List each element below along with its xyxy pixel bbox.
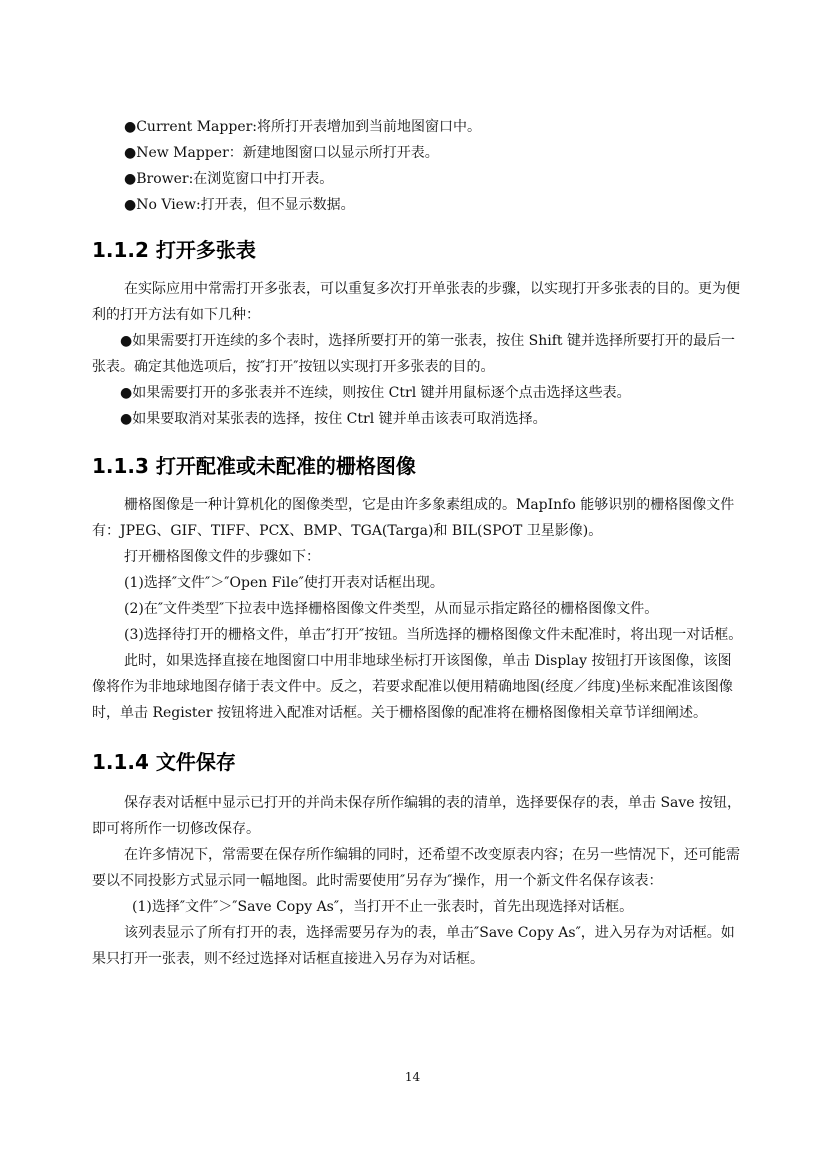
step-item: (3)选择待打开的栅格文件，单击″打开″按钮。当所选择的栅格图像文件未配准时，将出现一对话框。 bbox=[124, 627, 743, 643]
list-item: ●New Mapper：新建地图窗口以显示所打开表。 bbox=[124, 145, 439, 161]
list-item: ●如果要取消对某张表的选择，按住 Ctrl 键并单击该表可取消选择。 bbox=[120, 411, 547, 427]
paragraph: 保存表对话框中显示已打开的并尚未保存所作编辑的表的清单，选择要保存的表，单击 Save 按钮，即可将所作一切修改保存。 bbox=[92, 795, 742, 837]
section-heading-1-1-2: 1.1.2 打开多张表 bbox=[92, 238, 256, 262]
list-item: ●如果需要打开的多张表并不连续，则按住 Ctrl 键并用鼠标逐个点击选择这些表。 bbox=[120, 385, 631, 401]
step-item: (2)在″文件类型″下拉表中选择栅格图像文件类型，从而显示指定路径的栅格图像文件。 bbox=[124, 601, 659, 617]
paragraph: 在实际应用中常需打开多张表，可以重复多次打开单张表的步骤，以实现打开多张表的目的。更为便利的打开方法有如下几种： bbox=[92, 281, 740, 323]
paragraph: 打开栅格图像文件的步骤如下： bbox=[124, 549, 320, 565]
section-heading-1-1-3: 1.1.3 打开配准或未配准的栅格图像 bbox=[92, 454, 416, 478]
paragraph: 此时，如果选择直接在地图窗口中用非地球坐标打开该图像，单击 Display 按钮打开该图像，该图像将作为非地球地图存储于表文件中。反之，若要求配准以便用精确地图(经度／纬度)坐标来配准该图像时，单击 Register 按钮将进入配准对话框。关于栅格图像的配准将在栅格图像相关章节详细阐述。 bbox=[92, 653, 733, 721]
section-heading-1-1-4: 1.1.4 文件保存 bbox=[92, 750, 236, 774]
list-item: ●Brower:在浏览窗口中打开表。 bbox=[124, 171, 334, 187]
list-item: ●No View:打开表，但不显示数据。 bbox=[124, 197, 355, 213]
step-item: (1)选择″文件″＞″Save Copy As″，当打开不止一张表时，首先出现选择对话框。 bbox=[132, 899, 634, 915]
list-item: ●Current Mapper:将所打开表增加到当前地图窗口中。 bbox=[124, 119, 482, 135]
step-item: (1)选择″文件″＞″Open File″使打开表对话框出现。 bbox=[124, 575, 444, 591]
page-number: 14 bbox=[404, 1070, 421, 1084]
paragraph: 在许多情况下，常需要在保存所作编辑的同时，还希望不改变原表内容；在另一些情况下，还可能需要以不同投影方式显示同一幅地图。此时需要使用″另存为″操作，用一个新文件名保存该表： bbox=[92, 847, 740, 889]
paragraph: 该列表显示了所有打开的表，选择需要另存为的表，单击″Save Copy As″，进入另存为对话框。如果只打开一张表，则不经过选择对话框直接进入另存为对话框。 bbox=[92, 925, 735, 967]
paragraph: 栅格图像是一种计算机化的图像类型，它是由许多象素组成的。MapInfo 能够识别的栅格图像文件有：JPEG、GIF、TIFF、PCX、BMP、TGA(Targa)和 BIL(SPOT 卫星影像)。 bbox=[92, 497, 735, 539]
open-mode-list bbox=[92, 114, 744, 218]
page-content bbox=[92, 114, 744, 972]
list-item: ●如果需要打开连续的多个表时，选择所要打开的第一张表，按住 Shift 键并选择所要打开的最后一张表。确定其他选项后，按″打开″按钮以实现打开多张表的目的。 bbox=[92, 333, 736, 375]
